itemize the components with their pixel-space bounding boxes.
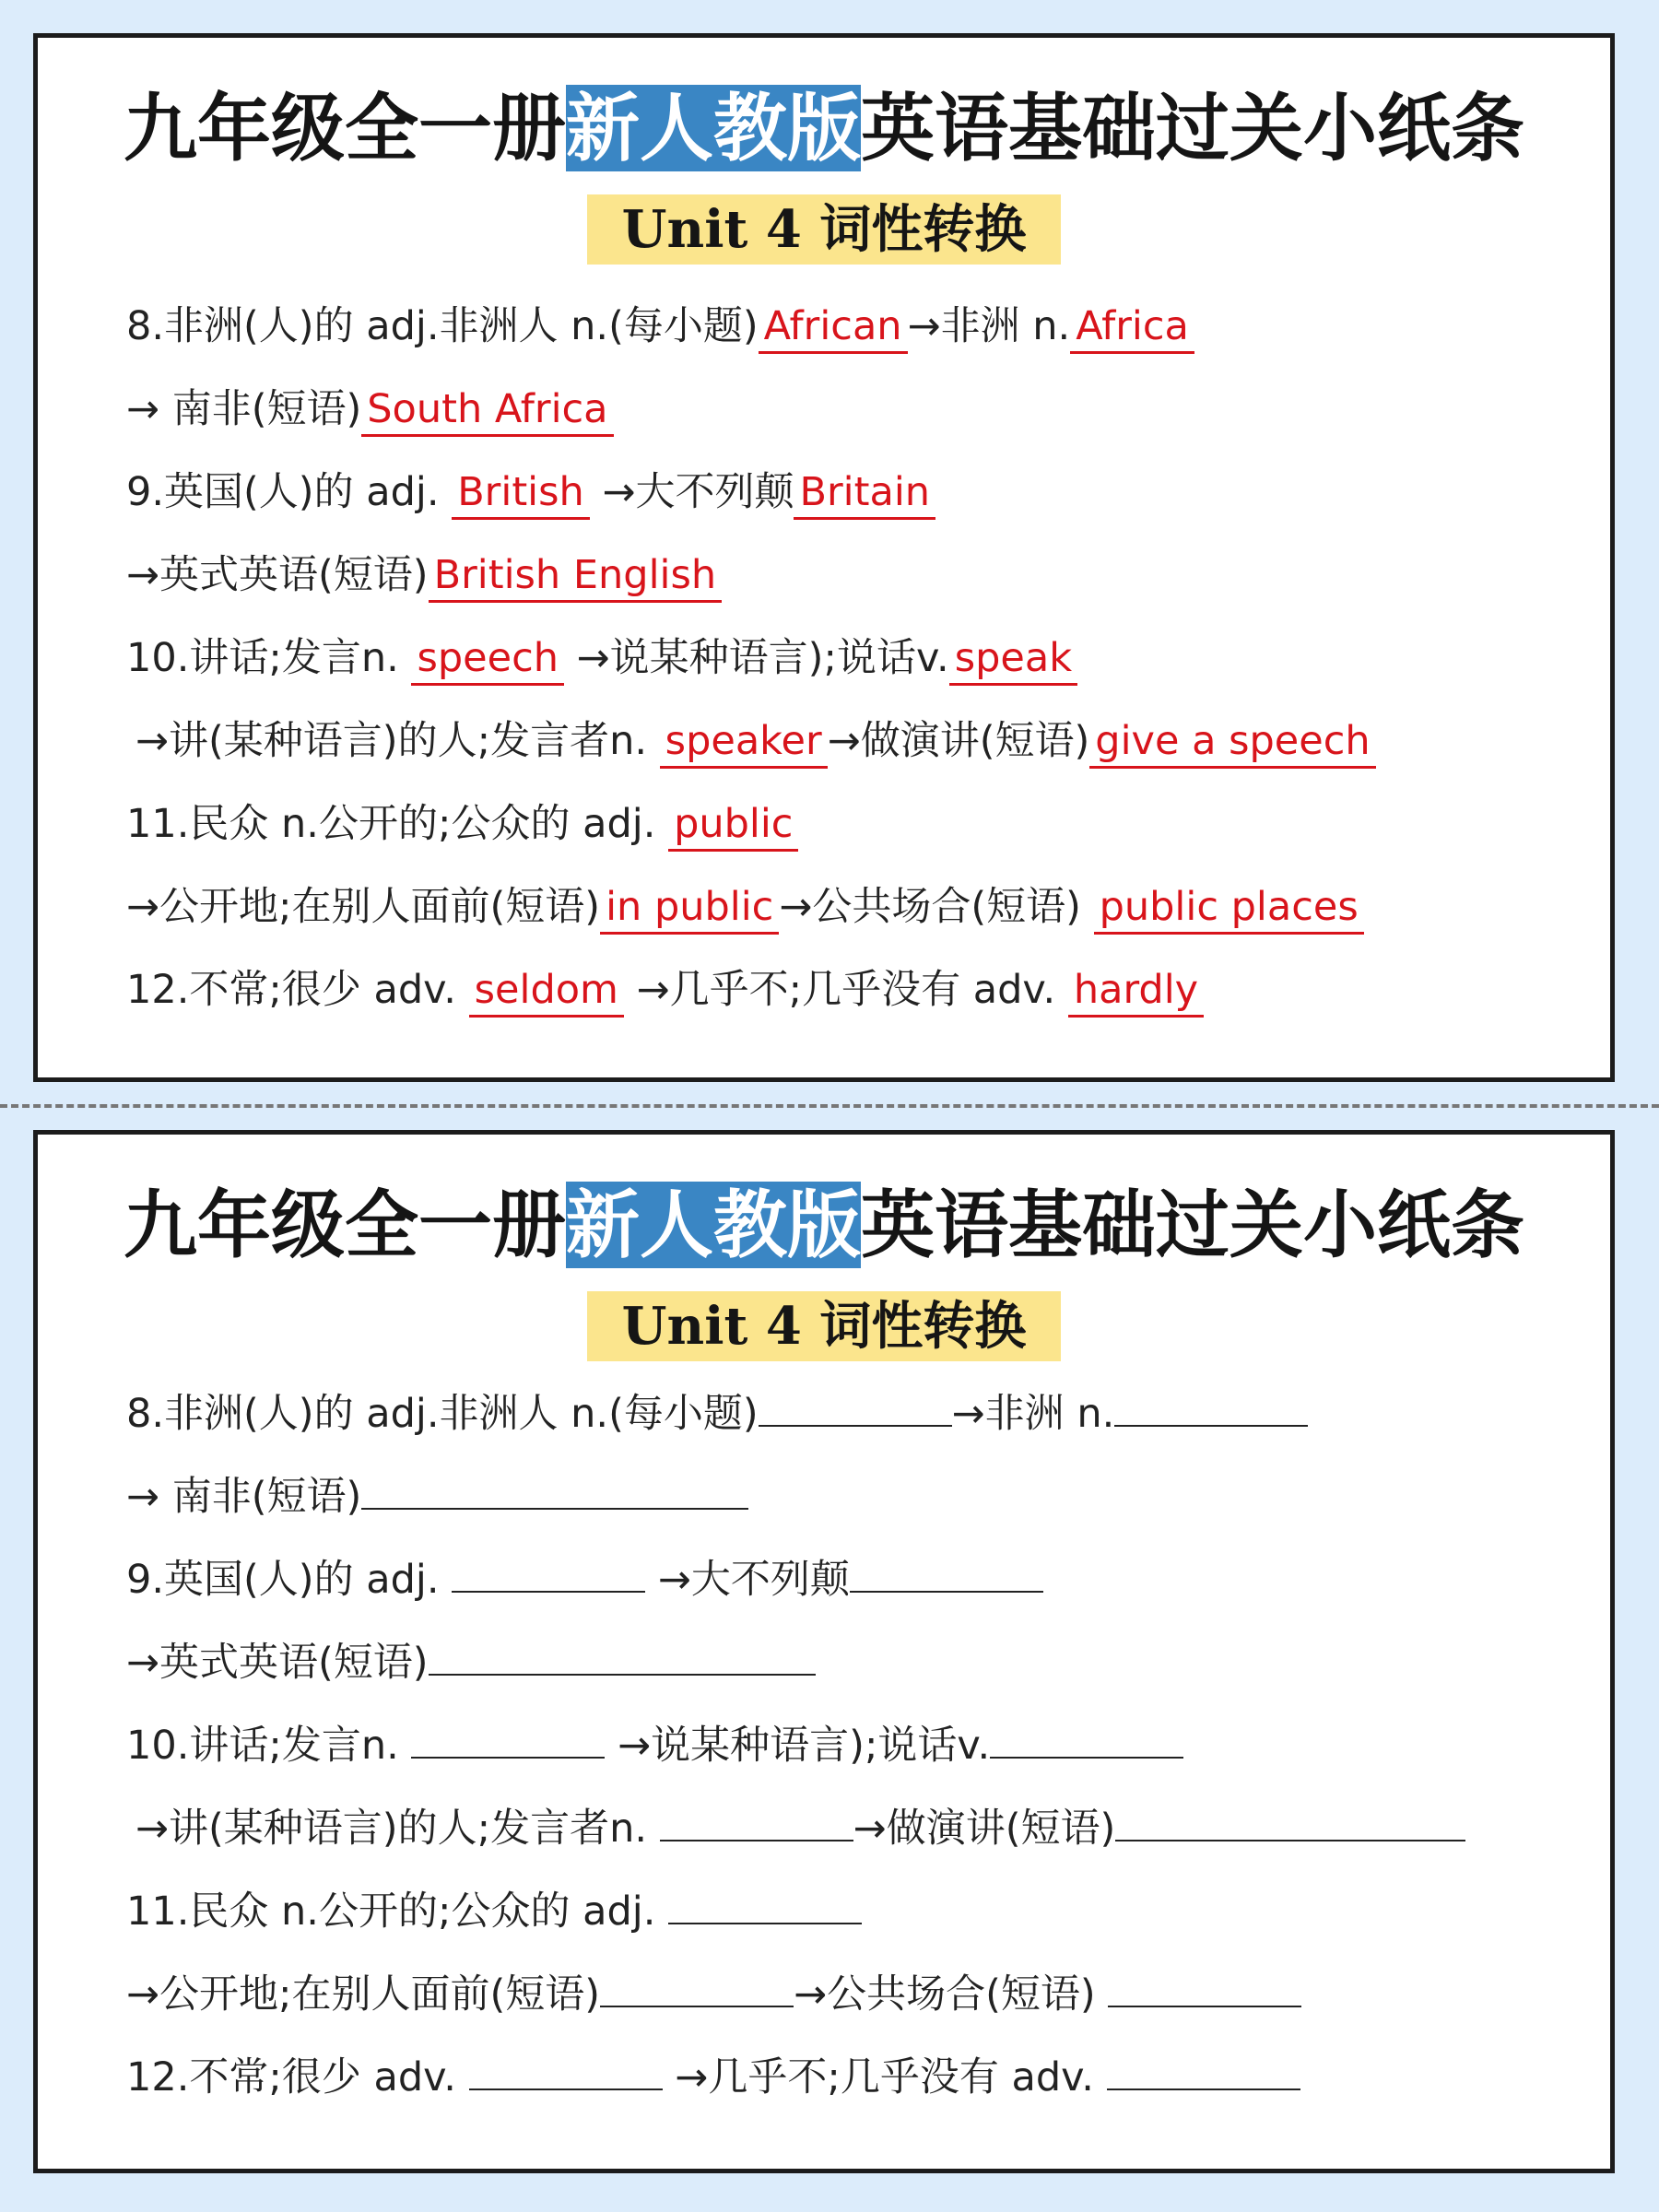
blank bbox=[1114, 1388, 1308, 1427]
blank bbox=[668, 1886, 862, 1924]
answer-in-public: in public bbox=[600, 884, 779, 935]
ex-line-9b: →英式英语(短语) bbox=[126, 1621, 1564, 1704]
answer-british-english: British English bbox=[429, 552, 723, 603]
line-10a: 10.讲话;发言n. speech →说某种语言);说话v. speak bbox=[126, 617, 1564, 700]
answer-speaker: speaker bbox=[660, 718, 828, 769]
line-12: 12.不常;很少 adv. seldom →几乎不;几乎没有 adv. hardly bbox=[126, 948, 1564, 1031]
answer-british: British bbox=[452, 469, 590, 520]
answer-public: public bbox=[668, 801, 798, 852]
ex-line-8b: → 南非(短语) bbox=[126, 1455, 1564, 1538]
exercise-lines bbox=[126, 1372, 1564, 2119]
answer-speak: speak bbox=[949, 635, 1077, 686]
answer-lines bbox=[126, 285, 1564, 1031]
ex-line-10b: →讲(某种语言)的人;发言者n. →做演讲(短语) bbox=[126, 1787, 1564, 1870]
blank bbox=[1107, 2052, 1300, 2090]
blank bbox=[469, 2052, 663, 2090]
ex-line-10a: 10.讲话;发言n. →说某种语言);说话v. bbox=[126, 1704, 1564, 1787]
answer-hardly: hardly bbox=[1068, 967, 1204, 1018]
title-highlight: 新人教版 bbox=[566, 85, 861, 171]
blank bbox=[600, 1969, 794, 2007]
blank bbox=[429, 1637, 816, 1676]
ex-line-12: 12.不常;很少 adv. →几乎不;几乎没有 adv. bbox=[126, 2036, 1564, 2119]
answer-public-places: public places bbox=[1094, 884, 1364, 935]
line-8a: 8.非洲(人)的 adj.非洲人 n.(每小题) African →非洲 n. Africa bbox=[126, 285, 1564, 368]
unit-subtitle-2: Unit 4 词性转换 bbox=[587, 1291, 1062, 1361]
blank bbox=[660, 1803, 853, 1841]
ex-line-9a: 9.英国(人)的 adj. →大不列颠 bbox=[126, 1538, 1564, 1621]
ex-line-11b: →公开地;在别人面前(短语) →公共场合(短语) bbox=[126, 1953, 1564, 2036]
blank bbox=[990, 1720, 1183, 1759]
line-11b: →公开地;在别人面前(短语) in public →公共场合(短语) public places bbox=[126, 865, 1564, 948]
ex-line-8a: 8.非洲(人)的 adj.非洲人 n.(每小题) →非洲 n. bbox=[126, 1372, 1564, 1455]
line-11a: 11.民众 n.公开的;公众的 adj. public bbox=[126, 782, 1564, 865]
page-title: 九年级全一册新人教版英语基础过关小纸条 bbox=[124, 85, 1524, 171]
answer-african: African bbox=[759, 303, 908, 354]
line-9b: →英式英语(短语) British English bbox=[126, 534, 1564, 617]
exercise-card bbox=[33, 1130, 1615, 2173]
answer-give-a-speech: give a speech bbox=[1089, 718, 1375, 769]
blank bbox=[850, 1554, 1043, 1593]
answer-britain: Britain bbox=[794, 469, 935, 520]
blank bbox=[759, 1388, 952, 1427]
line-10b: →讲(某种语言)的人;发言者n. speaker →做演讲(短语) give a speech bbox=[126, 700, 1564, 782]
blank bbox=[1115, 1803, 1465, 1841]
unit-subtitle: Unit 4 词性转换 bbox=[587, 194, 1062, 265]
line-8b: → 南非(短语) South Africa bbox=[126, 368, 1564, 451]
answer-card bbox=[33, 33, 1615, 1082]
answer-south-africa: South Africa bbox=[361, 386, 613, 437]
answer-africa: Africa bbox=[1070, 303, 1194, 354]
dashed-divider bbox=[0, 1104, 1659, 1108]
blank bbox=[452, 1554, 645, 1593]
page-title-2: 九年级全一册新人教版英语基础过关小纸条 bbox=[124, 1182, 1524, 1268]
answer-speech: speech bbox=[411, 635, 564, 686]
blank bbox=[411, 1720, 605, 1759]
title-highlight-2: 新人教版 bbox=[566, 1182, 861, 1268]
blank bbox=[361, 1471, 748, 1510]
answer-seldom: seldom bbox=[469, 967, 624, 1018]
line-9a: 9.英国(人)的 adj. British →大不列颠 Britain bbox=[126, 451, 1564, 534]
blank bbox=[1108, 1969, 1301, 2007]
ex-line-11a: 11.民众 n.公开的;公众的 adj. bbox=[126, 1870, 1564, 1953]
